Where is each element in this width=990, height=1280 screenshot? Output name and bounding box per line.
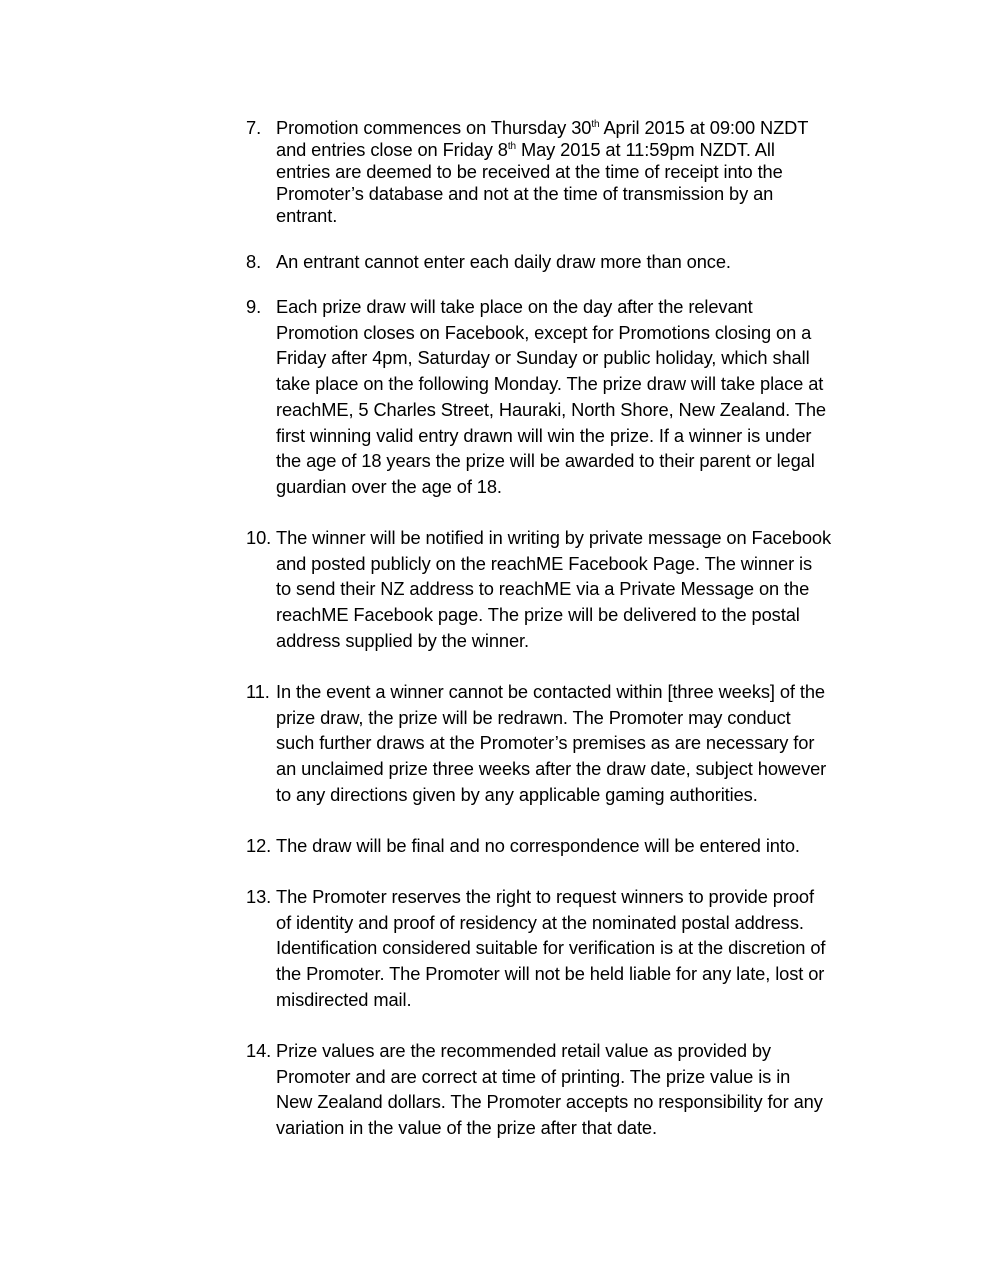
item-text-line: Promotion closes on Facebook, except for Promotions closing on a — [276, 321, 812, 343]
item-text-line: The draw will be final and no correspondence will be entered into. — [276, 835, 800, 856]
item-text-line: New Zealand dollars. The Promoter accepts no responsibility for any — [276, 1091, 823, 1113]
item-text-line: The winner will be notified in writing by private message on Facebook — [276, 527, 832, 548]
item-text-line: Identification considered suitable for verification is at the discretion of — [276, 937, 826, 959]
item-text-line: reachME, 5 Charles Street, Hauraki, North Shore, New Zealand. The — [276, 398, 826, 420]
item-text-line: In the event a winner cannot be contacted within [three weeks] of the — [276, 681, 825, 702]
item-text-line: and posted publicly on the reachME Facebook Page. The winner is — [276, 552, 813, 574]
item-number: 8. — [246, 251, 262, 272]
item-number: 7. — [246, 117, 262, 138]
item-text-line: address supplied by the winner. — [276, 629, 529, 651]
item-text-line: such further draws at the Promoter’s premises as are necessary for — [276, 732, 815, 754]
item-text-line: entrant. — [276, 205, 338, 226]
item-text-line: the age of 18 years the prize will be awarded to their parent or legal — [276, 450, 815, 472]
item-text-line: prize draw, the prize will be redrawn. The Promoter may conduct — [276, 706, 791, 728]
item-text-line: Friday after 4pm, Saturday or Sunday or public holiday, which shall — [276, 347, 810, 369]
item-text-line: The Promoter reserves the right to request winners to provide proof — [276, 886, 814, 907]
item-number: 9. — [246, 296, 262, 317]
item-text-line: An entrant cannot enter each daily draw more than once. — [276, 251, 731, 272]
item-text-line: entries are deemed to be received at the time of receipt into the — [276, 161, 783, 182]
item-text-line: Promoter’s database and not at the time of transmission by an — [276, 183, 774, 204]
item-text-line: Promotion commences on Thursday 30th April 2015 at 09:00 NZDT — [276, 117, 809, 138]
item-number: 14. — [246, 1040, 272, 1061]
item-number: 10. — [246, 527, 272, 548]
item-text-line: take place on the following Monday. The prize draw will take place at — [276, 373, 824, 395]
item-text-line: Promoter and are correct at time of printing. The prize value is in — [276, 1065, 791, 1087]
item-text-line: Each prize draw will take place on the day after the relevant — [276, 296, 753, 317]
item-text-line: to send their NZ address to reachME via a Private Message on the — [276, 578, 810, 600]
item-text-line: an unclaimed prize three weeks after the draw date, subject however — [276, 758, 827, 780]
item-text-line: to any directions given by any applicable gaming authorities. — [276, 783, 758, 805]
item-text-line: reachME Facebook page. The prize will be delivered to the postal — [276, 604, 800, 626]
item-text-line: the Promoter. The Promoter will not be held liable for any late, lost or — [276, 963, 825, 985]
item-number: 12. — [246, 835, 272, 856]
item-text-line: and entries close on Friday 8th May 2015 at 11:59pm NZDT. All — [276, 139, 775, 160]
item-text-line: Prize values are the recommended retail value as provided by — [276, 1040, 771, 1061]
item-text-line: variation in the value of the prize after that date. — [276, 1117, 657, 1139]
item-number: 11. — [246, 681, 270, 702]
item-number: 13. — [246, 886, 272, 907]
item-text-line: of identity and proof of residency at the nominated postal address. — [276, 911, 804, 933]
item-text-line: guardian over the age of 18. — [276, 475, 502, 497]
item-text-line: misdirected mail. — [276, 988, 412, 1010]
item-text-line: first winning valid entry drawn will win the prize. If a winner is under — [276, 424, 812, 446]
